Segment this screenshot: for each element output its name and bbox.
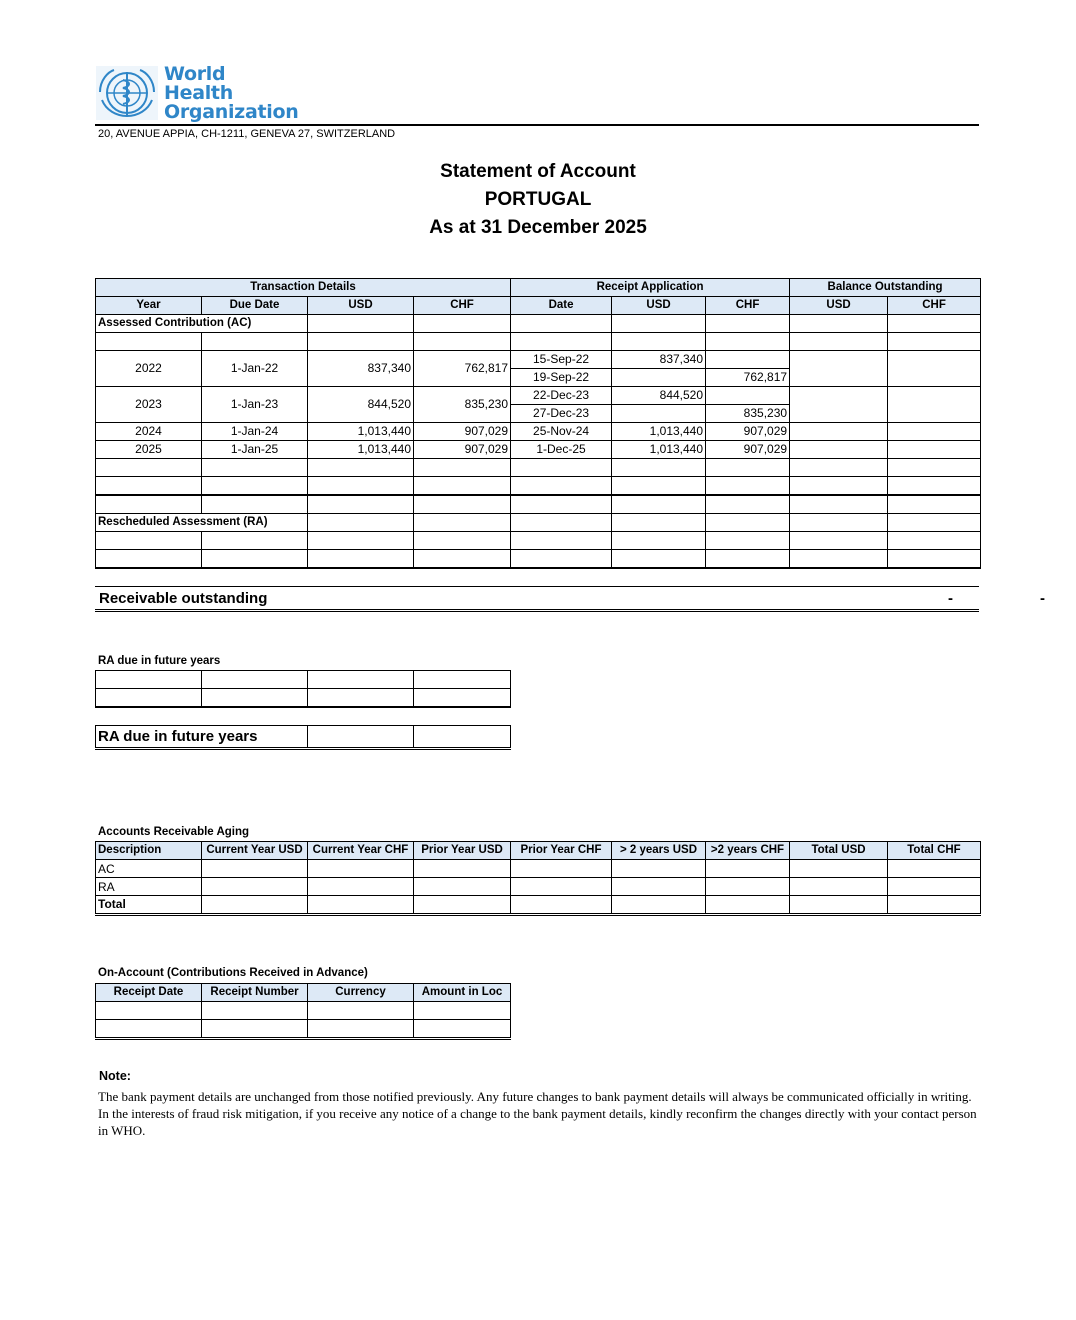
table-row xyxy=(96,860,981,878)
receipt-usd: 837,340 xyxy=(612,351,706,369)
on-account-label: On-Account (Contributions Received in Advance) xyxy=(98,967,368,979)
org-address: 20, AVENUE APPIA, CH-1211, GENEVA 27, SWITZERLAND xyxy=(98,128,396,140)
row-year: 2023 xyxy=(96,387,202,423)
ra-section-label: Rescheduled Assessment (RA) xyxy=(96,514,308,532)
group-header-row xyxy=(96,279,981,297)
ac-section-label: Assessed Contribution (AC) xyxy=(96,315,308,333)
col-ra-chf: CHF xyxy=(706,297,790,315)
column-header-row xyxy=(96,297,981,315)
row-year: 2022 xyxy=(96,351,202,387)
row-year: 2024 xyxy=(96,423,202,441)
note-title: Note: xyxy=(99,1069,131,1083)
row-due-date: 1-Jan-22 xyxy=(202,351,308,387)
table-row xyxy=(96,423,981,441)
aging-label: Accounts Receivable Aging xyxy=(98,826,250,838)
col-ra-date: Date xyxy=(511,297,612,315)
receipt-usd: 844,520 xyxy=(612,387,706,405)
receipt-date: 22-Dec-23 xyxy=(511,387,612,405)
table-row xyxy=(96,671,511,689)
table-row xyxy=(96,532,981,550)
who-emblem-icon xyxy=(96,66,158,120)
aging-col-description: Description xyxy=(96,842,202,860)
on-account-col-receipt-number: Receipt Number xyxy=(202,984,308,1002)
row-chf: 907,029 xyxy=(414,441,511,459)
table-row xyxy=(96,477,981,496)
col-td-chf: CHF xyxy=(414,297,511,315)
ac-section-row xyxy=(96,315,981,333)
receivable-outstanding-usd: - xyxy=(948,590,953,607)
receipt-chf xyxy=(706,351,790,369)
aging-header-row xyxy=(96,842,981,860)
group-balance-outstanding: Balance Outstanding xyxy=(790,279,981,297)
table-row xyxy=(96,459,981,477)
col-td-usd: USD xyxy=(308,297,414,315)
row-usd: 1,013,440 xyxy=(308,423,414,441)
statement-table xyxy=(95,278,981,569)
row-usd: 837,340 xyxy=(308,351,414,387)
col-due-date: Due Date xyxy=(202,297,308,315)
receipt-usd xyxy=(612,369,706,387)
row-usd: 844,520 xyxy=(308,387,414,423)
aging-col-2y-usd: > 2 years USD xyxy=(612,842,706,860)
table-row xyxy=(96,495,981,514)
on-account-header-row xyxy=(96,984,511,1002)
table-row xyxy=(96,441,981,459)
table-row xyxy=(96,1020,511,1039)
col-bo-usd: USD xyxy=(790,297,888,315)
statement-title xyxy=(0,158,1076,242)
on-account-col-receipt-date: Receipt Date xyxy=(96,984,202,1002)
ra-future-label: RA due in future years xyxy=(98,655,221,667)
ra-section-row xyxy=(96,514,981,532)
org-name-line1: World Health xyxy=(164,62,233,104)
receipt-usd xyxy=(612,405,706,423)
who-logo xyxy=(96,62,299,123)
table-row xyxy=(96,878,981,896)
aging-row-label: RA xyxy=(96,878,202,896)
receipt-chf: 835,230 xyxy=(706,405,790,423)
row-due-date: 1-Jan-24 xyxy=(202,423,308,441)
aging-col-total-chf: Total CHF xyxy=(888,842,981,860)
table-row xyxy=(96,1002,511,1020)
aging-table xyxy=(95,841,981,916)
aging-col-prior-chf: Prior Year CHF xyxy=(511,842,612,860)
row-chf: 835,230 xyxy=(414,387,511,423)
receipt-date: 15-Sep-22 xyxy=(511,351,612,369)
receivable-outstanding-chf: - xyxy=(1040,590,1045,607)
title-line1: Statement of Account xyxy=(440,161,636,182)
on-account-table xyxy=(95,983,511,1040)
aging-col-current-chf: Current Year CHF xyxy=(308,842,414,860)
row-chf: 907,029 xyxy=(414,423,511,441)
row-year: 2025 xyxy=(96,441,202,459)
on-account-col-amount: Amount in Loc xyxy=(414,984,511,1002)
header-rule xyxy=(95,124,979,126)
org-name-line2: Organization xyxy=(164,100,299,123)
row-due-date: 1-Jan-23 xyxy=(202,387,308,423)
table-row xyxy=(96,689,511,708)
receipt-usd: 1,013,440 xyxy=(612,441,706,459)
aging-col-current-usd: Current Year USD xyxy=(202,842,308,860)
receipt-date: 25-Nov-24 xyxy=(511,423,612,441)
aging-col-prior-usd: Prior Year USD xyxy=(414,842,511,860)
receipt-chf: 907,029 xyxy=(706,423,790,441)
row-due-date: 1-Jan-25 xyxy=(202,441,308,459)
who-logo-text xyxy=(164,62,299,123)
col-year: Year xyxy=(96,297,202,315)
group-receipt-application: Receipt Application xyxy=(511,279,790,297)
note-text: The bank payment details are unchanged from those notified previously. Any future changes to bank payment details will always be communicated officially in writing. In the interests of fraud risk mitigation, if you receive any notice of a change to the bank payment details, kindly reconfirm the changes directly with your contact person in WHO. xyxy=(98,1089,977,1138)
receipt-chf: 907,029 xyxy=(706,441,790,459)
col-ra-usd: USD xyxy=(612,297,706,315)
row-usd: 1,013,440 xyxy=(308,441,414,459)
receivable-outstanding-label: Receivable outstanding xyxy=(99,590,268,607)
receipt-usd: 1,013,440 xyxy=(612,423,706,441)
receivable-outstanding-row xyxy=(95,586,1045,612)
ra-future-table xyxy=(95,670,511,708)
table-row xyxy=(96,387,981,405)
table-row xyxy=(96,550,981,569)
aging-row-label: AC xyxy=(96,860,202,878)
receipt-date: 27-Dec-23 xyxy=(511,405,612,423)
col-bo-chf: CHF xyxy=(888,297,981,315)
title-date: As at 31 December 2025 xyxy=(429,217,647,238)
table-row xyxy=(96,351,981,369)
receipt-chf: 762,817 xyxy=(706,369,790,387)
receipt-date: 19-Sep-22 xyxy=(511,369,612,387)
ra-future-total-row xyxy=(96,726,511,749)
title-country: PORTUGAL xyxy=(484,189,592,210)
receipt-date: 1-Dec-25 xyxy=(511,441,612,459)
aging-col-2y-chf: >2 years CHF xyxy=(706,842,790,860)
ra-future-total-table xyxy=(95,725,511,750)
aging-col-total-usd: Total USD xyxy=(790,842,888,860)
ra-future-total-label: RA due in future years xyxy=(96,726,308,749)
receipt-chf xyxy=(706,387,790,405)
table-row xyxy=(96,333,981,351)
table-row xyxy=(96,896,981,915)
group-transaction-details: Transaction Details xyxy=(96,279,511,297)
row-chf: 762,817 xyxy=(414,351,511,387)
on-account-col-currency: Currency xyxy=(308,984,414,1002)
aging-row-label: Total xyxy=(96,896,202,915)
